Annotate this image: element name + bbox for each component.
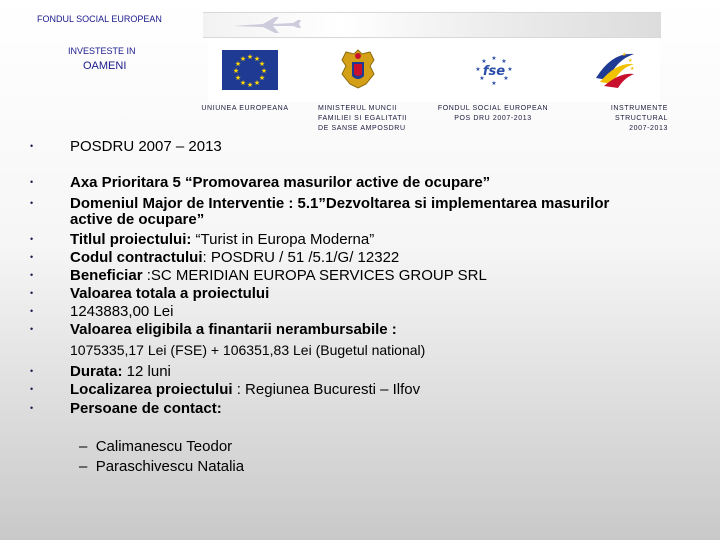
top-banner: [203, 12, 661, 38]
bullet-marker: •: [30, 366, 34, 376]
valoare-eligibila-label: Valoarea eligibila a finantarii nerambursabile :: [70, 321, 397, 338]
bullet-marker: •: [30, 141, 34, 151]
bullet-marker: •: [30, 306, 34, 316]
ministry-caption-line3: DE SANSE AMPOSDRU: [318, 125, 406, 132]
bullet-marker: •: [30, 177, 34, 187]
posdru-heading: POSDRU 2007 – 2013: [70, 138, 222, 155]
svg-text:★: ★: [234, 74, 242, 82]
contact-item: [79, 438, 232, 455]
dash-marker: –: [79, 438, 88, 455]
svg-text:★: ★: [260, 67, 268, 75]
svg-text:fse: fse: [482, 64, 506, 79]
valoare-eligibila-value: 1075335,17 Lei (FSE) + 106351,83 Lei (Bugetul national): [70, 342, 426, 358]
contact-name: Calimanescu Teodor: [95, 438, 233, 455]
svg-text:★: ★: [491, 80, 497, 87]
beneficiar-label: Beneficiar: [70, 267, 143, 284]
svg-text:★: ★: [239, 55, 247, 63]
svg-text:★: ★: [479, 75, 485, 82]
durata: [70, 363, 171, 380]
bullet-marker: •: [30, 324, 34, 334]
localizare-label: Localizarea proiectului: [70, 381, 233, 398]
bullet-marker: •: [30, 288, 34, 298]
localizare-value: : Regiunea Bucuresti – Ilfov: [232, 381, 421, 398]
svg-text:★: ★: [507, 66, 513, 73]
durata-value: 12 luni: [122, 363, 171, 380]
titlu-value: “Turist in Europa Moderna”: [191, 231, 375, 248]
cod-label: Codul contractului: [70, 249, 203, 266]
svg-text:★: ★: [234, 60, 242, 68]
contact-item: [79, 458, 244, 475]
ministry-caption-line1: MINISTERUL MUNCII: [318, 105, 398, 112]
svg-text:★: ★: [503, 75, 509, 82]
fse-caption: [428, 104, 558, 124]
bullet-marker: •: [30, 234, 34, 244]
svg-text:★: ★: [246, 81, 254, 89]
investeste-line1: INVESTESTE IN: [68, 46, 136, 56]
svg-text:★: ★: [475, 66, 481, 73]
svg-text:★: ★: [253, 55, 261, 63]
ministry-caption-line2: FAMILIEI SI EGALITATII: [318, 115, 408, 122]
bullet-marker: •: [30, 270, 34, 280]
beneficiar: [70, 267, 487, 284]
svg-text:★: ★: [258, 60, 266, 68]
bullet-marker: •: [30, 198, 34, 208]
svg-text:★: ★: [246, 53, 254, 61]
bullet-marker: •: [30, 384, 34, 394]
persoane-contact-label: Persoane de contact:: [70, 400, 222, 417]
is-caption-line2: STRUCTURAL: [614, 115, 668, 122]
svg-text:★: ★: [232, 67, 240, 75]
svg-text:★: ★: [501, 58, 507, 65]
coat-of-arms-icon: [340, 48, 376, 90]
svg-text:★: ★: [630, 66, 635, 72]
cod-contract: [70, 249, 399, 266]
localizare: [70, 381, 420, 398]
svg-text:★: ★: [628, 58, 633, 64]
is-caption-line1: INSTRUMENTE: [610, 105, 668, 112]
valoare-totala-value: 1243883,00 Lei: [70, 303, 174, 320]
instrumente-structurale-logo-icon: [592, 48, 638, 92]
durata-label: Durata:: [70, 363, 123, 380]
svg-text:★: ★: [622, 52, 627, 58]
valoare-totala-label: Valoarea totala a proiectului: [70, 285, 270, 302]
fse-caption-line2: POS DRU 2007-2013: [454, 115, 532, 122]
eu-flag-icon: [222, 50, 278, 90]
svg-text:★: ★: [258, 74, 266, 82]
is-caption: [588, 104, 668, 134]
domeniu-line2: active de ocupare”: [70, 211, 205, 228]
axa-prioritara: Axa Prioritara 5 “Promovarea masurilor active de ocupare”: [70, 174, 491, 191]
beneficiar-value: :SC MERIDIAN EUROPA SERVICES GROUP SRL: [142, 267, 487, 284]
fse-header-title: FONDUL SOCIAL EUROPEAN: [37, 14, 162, 24]
ministry-caption: [318, 104, 428, 134]
fse-caption-line1: FONDUL SOCIAL EUROPEAN: [437, 105, 549, 112]
domeniu-line1: Domeniul Major de Interventie : 5.1”Dezvoltarea si implementarea masurilor: [70, 195, 610, 212]
dash-marker: –: [79, 458, 88, 475]
titlu-label: Titlul proiectului:: [70, 231, 192, 248]
fse-logo-icon: [466, 52, 522, 90]
svg-text:★: ★: [481, 58, 487, 65]
airplane-icon: [203, 13, 661, 37]
contact-name: Paraschivescu Natalia: [95, 458, 245, 475]
bullet-marker: •: [30, 252, 34, 262]
is-caption-line3: 2007-2013: [629, 125, 668, 132]
svg-text:★: ★: [491, 55, 497, 62]
investeste-line2: OAMENI: [83, 60, 127, 72]
bullet-marker: •: [30, 403, 34, 413]
cod-value: : POSDRU / 51 /5.1/G/ 12322: [202, 249, 400, 266]
svg-text:★: ★: [253, 79, 261, 87]
eu-caption: UNIUNEA EUROPEANA: [201, 105, 289, 112]
svg-text:★: ★: [239, 79, 247, 87]
titlu-proiect: [70, 231, 374, 248]
